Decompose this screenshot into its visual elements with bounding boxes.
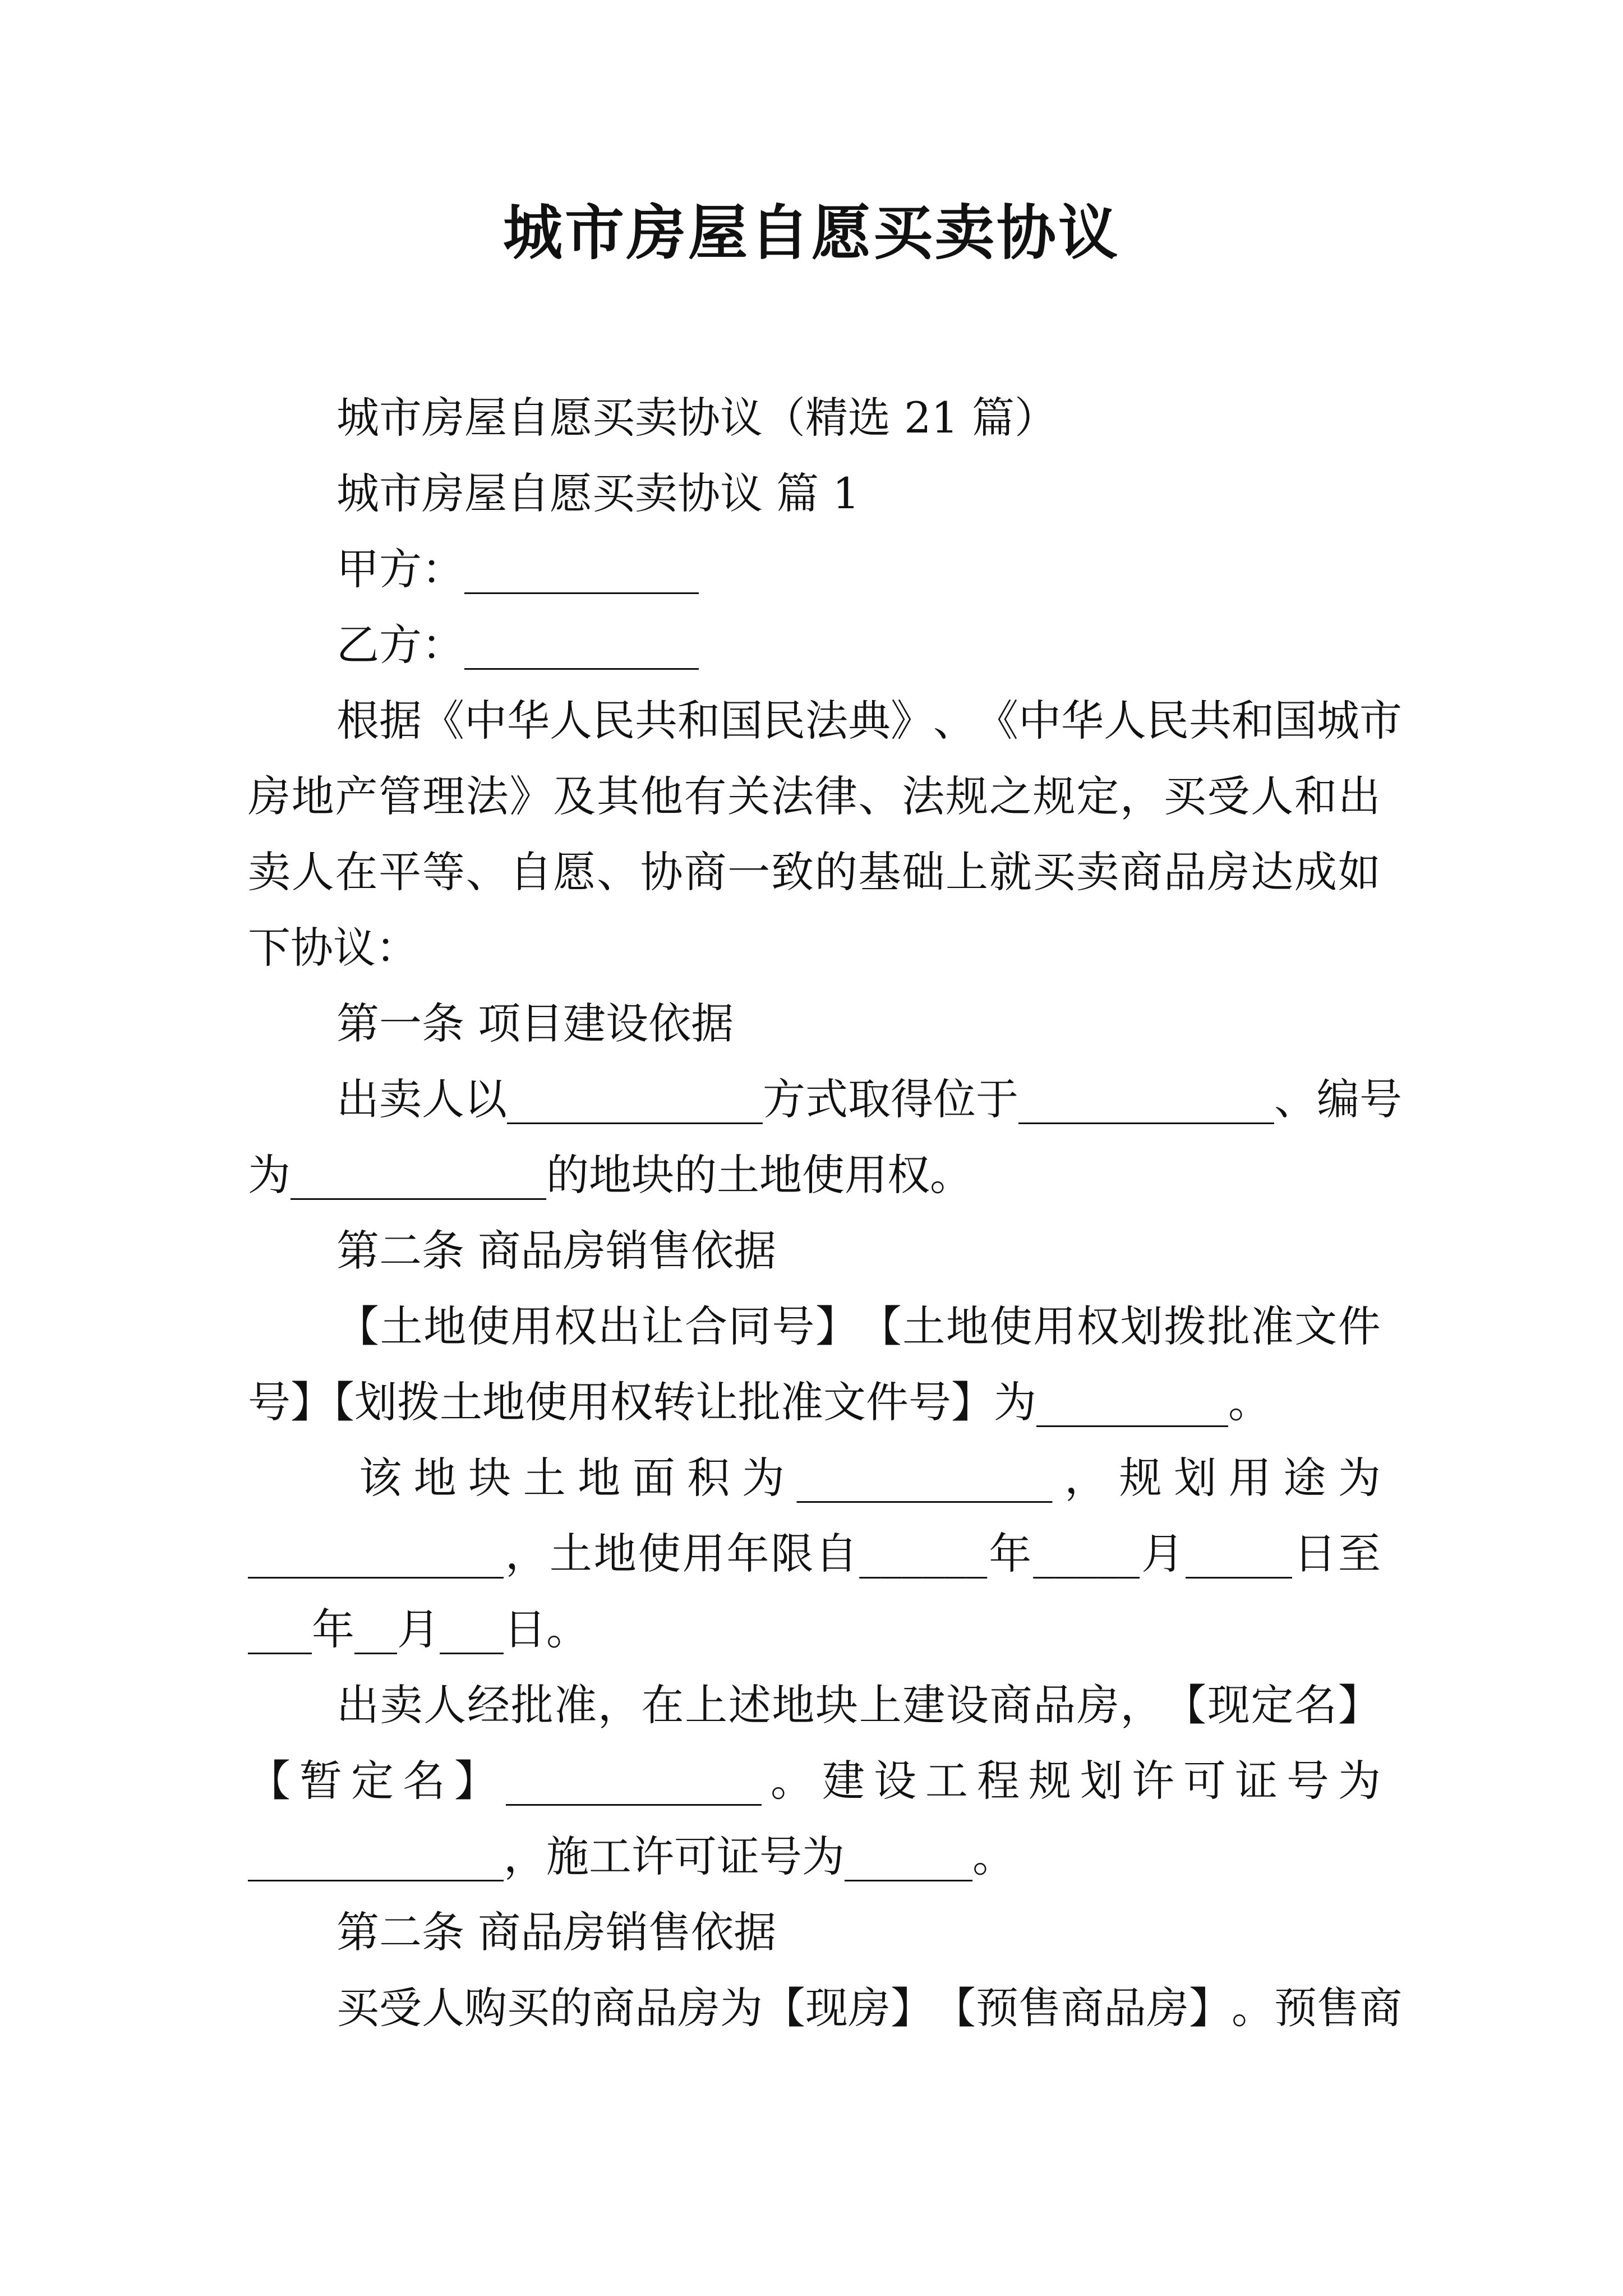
article-heading: 第一条 项目建设依据 (336, 999, 734, 1048)
document-title: 城市房屋自愿买卖协议 (503, 197, 1120, 268)
paragraph-line: 卖 人 在 平 等 、 自 愿 、 协 商 一 致 的 基 础 上 就 买 卖 商 品 房 达 成 如 (248, 847, 1381, 897)
paragraph-line: 出 卖 人 经 批 准 ， 在 上 述 地 块 上 建 设 商 品 房 ， 【 现 定 名 】 (336, 1680, 1381, 1730)
party-b-line: 乙方：___________ (336, 620, 699, 670)
paragraph-line: 出卖人以____________方式取得位于____________、编号 (336, 1074, 1402, 1124)
paragraph-line: 买 受 人 购 买 的 商 品 房 为 【 现 房 】 【 预 售 商 品 房 】 。 预 售 商 (336, 1983, 1402, 2033)
paragraph-line: 号】【划拨土地使用权转让批准文件号】为_________。 (248, 1377, 1271, 1427)
paragraph-line: 下协议： (248, 923, 418, 973)
paragraph-line: 为____________的地块的土地使用权。 (248, 1150, 972, 1200)
paragraph-line: 【 土 地 使 用 权 出 让 合 同 号 】 【 土 地 使 用 权 划 拨 批 准 文 件 (336, 1301, 1381, 1351)
paragraph-line: ____________，施工许可证号为______。 (248, 1832, 1015, 1881)
article-heading: 第二条 商品房销售依据 (336, 1907, 777, 1957)
article-heading: 第二条 商品房销售依据 (336, 1226, 777, 1276)
party-a-line: 甲方：___________ (336, 544, 699, 594)
section-heading: 城市房屋自愿买卖协议 篇 1 (336, 468, 860, 518)
paragraph-line: 【 暂 定 名 】 ____________ 。 建 设 工 程 规 划 许 可 证 号 为 (248, 1756, 1381, 1806)
subtitle-line: 城市房屋自愿买卖协议（精选 21 篇） (336, 393, 1058, 443)
paragraph-line: 该 地 块 土 地 面 积 为 ____________ ， 规 划 用 途 为 (359, 1453, 1381, 1503)
paragraph-line: 根 据 《 中 华 人 民 共 和 国 民 法 典 》 、 《 中 华 人 民 共 和 国 城 市 (336, 696, 1402, 746)
paragraph-line: ___年__月___日。 (248, 1604, 589, 1654)
paragraph-line: 房 地 产 管 理 法 》 及 其 他 有 关 法 律 、 法 规 之 规 定 ， 买 受 人 和 出 (248, 771, 1381, 821)
paragraph-line: ____________ ， 土 地 使 用 年 限 自 ______ 年 _____ 月 _____ 日 至 (248, 1529, 1381, 1579)
